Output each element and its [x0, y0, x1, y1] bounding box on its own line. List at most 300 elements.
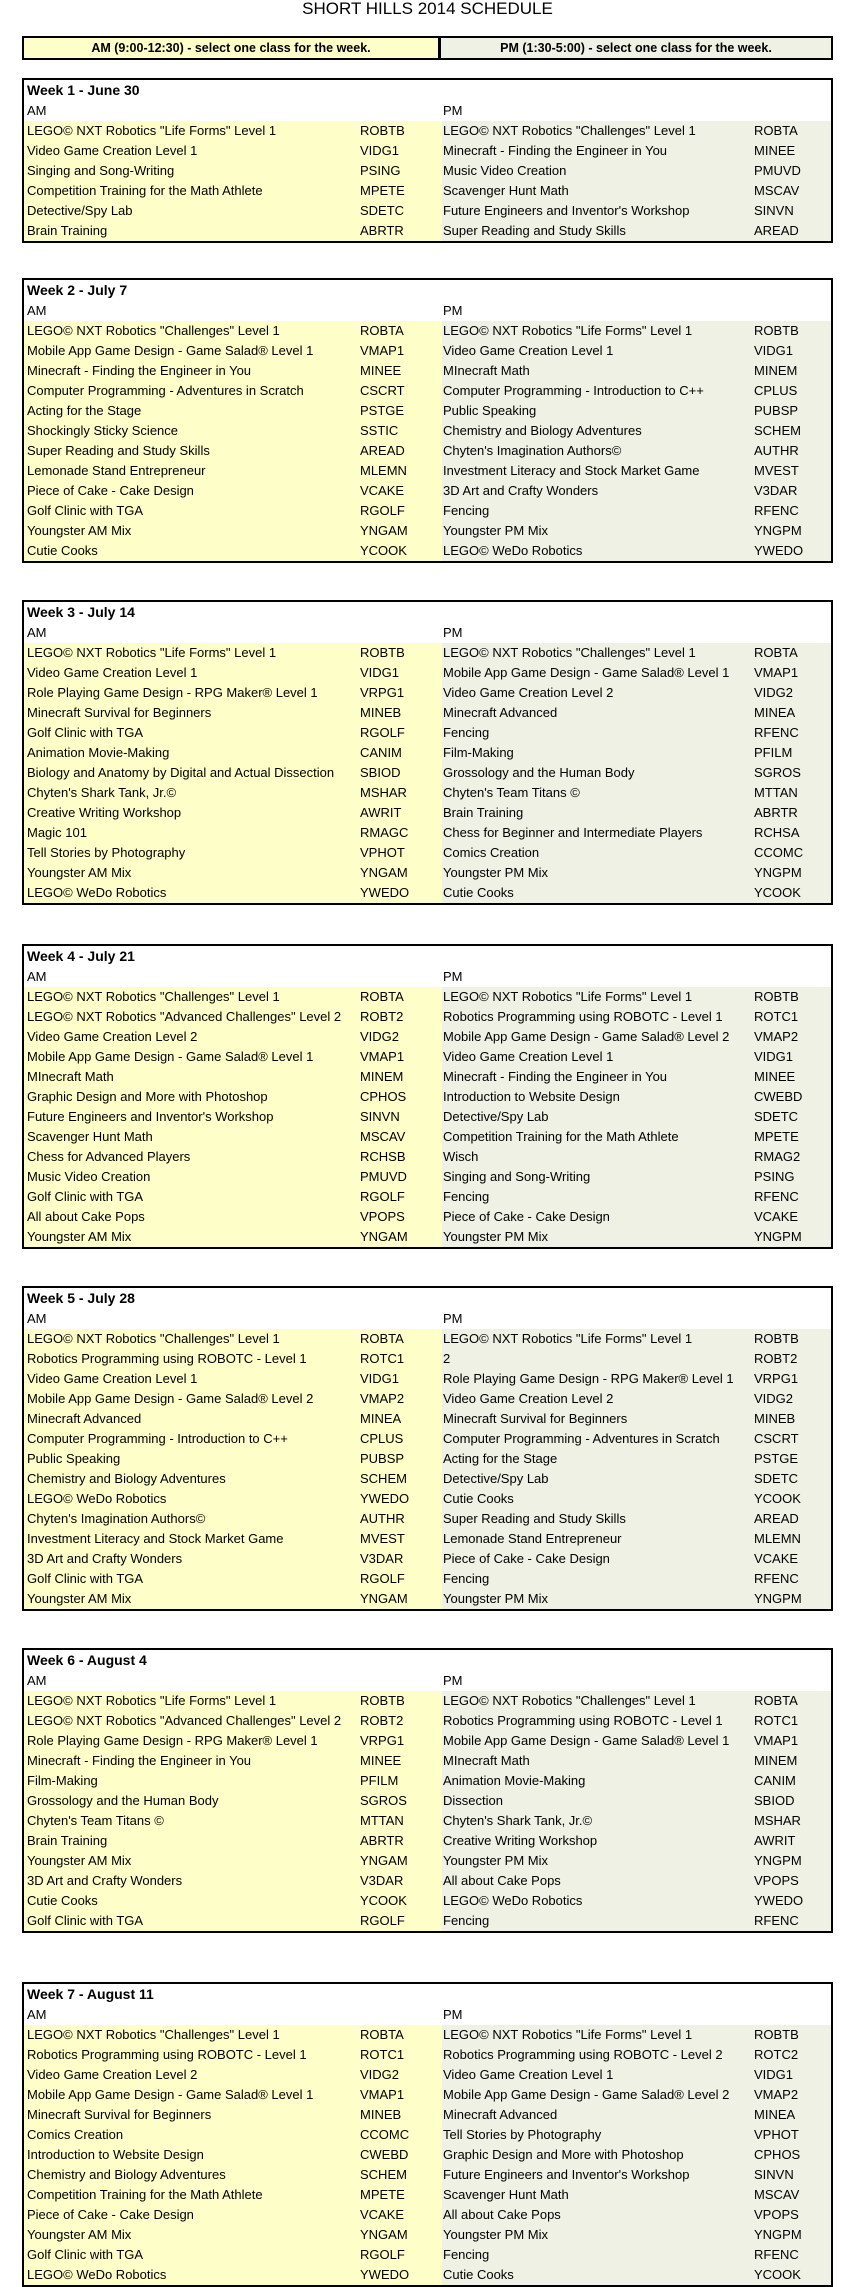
am-class-code: AUTHR [360, 1511, 405, 1526]
am-class-name: MInecraft Math [27, 1069, 114, 1084]
am-class-code: CSCRT [360, 383, 405, 398]
am-class-name: Film-Making [27, 1773, 98, 1788]
pm-class-code: PSING [754, 1169, 795, 1184]
pm-class-code: VIDG2 [754, 685, 794, 700]
class-row [24, 341, 831, 361]
am-class-name: Brain Training [27, 223, 108, 238]
class-row [24, 823, 831, 843]
pm-class-name: Youngster PM Mix [443, 2227, 549, 2242]
pm-label: PM [443, 1673, 463, 1688]
am-class-code: CPHOS [360, 1089, 407, 1104]
class-row [24, 2185, 831, 2205]
pm-class-code: SBIOD [754, 1793, 795, 1808]
week-block [22, 600, 833, 905]
pm-class-code: VPOPS [754, 1873, 799, 1888]
pm-class-code: MSCAV [754, 183, 800, 198]
pm-class-name: Creative Writing Workshop [443, 1833, 598, 1848]
am-class-code: PFILM [360, 1773, 399, 1788]
am-class-name: Video Game Creation Level 1 [27, 1371, 198, 1386]
am-class-code: VIDG1 [360, 1371, 400, 1386]
am-session-header: AM (9:00-12:30) - select one class for the week. [22, 36, 440, 60]
pm-class-code: ROBTA [754, 645, 798, 660]
pm-class-code: PUBSP [754, 403, 799, 418]
pm-class-name: Music Video Creation [443, 163, 567, 178]
pm-class-code: RFENC [754, 2247, 799, 2262]
pm-class-name: Chyten's Team Titans © [443, 785, 580, 800]
am-class-name: Cutie Cooks [27, 543, 98, 558]
am-class-name: Piece of Cake - Cake Design [27, 483, 194, 498]
am-class-name: 3D Art and Crafty Wonders [27, 1551, 183, 1566]
am-label: AM [27, 969, 47, 984]
pm-class-name: Public Speaking [443, 403, 537, 418]
pm-class-name: Fencing [443, 725, 490, 740]
am-class-code: YNGAM [360, 1591, 408, 1606]
pm-label: PM [443, 2007, 463, 2022]
pm-class-code: YCOOK [754, 1491, 801, 1506]
class-row [24, 1771, 831, 1791]
pm-class-name: LEGO© NXT Robotics "Life Forms" Level 1 [443, 989, 693, 1004]
am-class-name: Shockingly Sticky Science [27, 423, 179, 438]
pm-class-code: CWEBD [754, 1089, 803, 1104]
class-row [24, 643, 831, 663]
pm-class-code: ROBTB [754, 989, 799, 1004]
class-row [24, 1589, 831, 1609]
am-class-name: Scavenger Hunt Math [27, 1129, 153, 1144]
pm-class-code: ROBTA [754, 1693, 798, 1708]
pm-class-code: RFENC [754, 1189, 799, 1204]
pm-class-code: VPOPS [754, 2207, 799, 2222]
class-row [24, 1187, 831, 1207]
am-class-code: CANIM [360, 745, 402, 760]
week-block [22, 1648, 833, 1933]
am-class-name: Public Speaking [27, 1451, 121, 1466]
pm-class-name: LEGO© NXT Robotics "Life Forms" Level 1 [443, 1331, 693, 1346]
am-class-code: SINVN [360, 1109, 400, 1124]
session-labels [24, 967, 831, 987]
am-class-code: VIDG1 [360, 143, 400, 158]
class-row [24, 1207, 831, 1227]
class-row [24, 1811, 831, 1831]
pm-class-name: Fencing [443, 1913, 490, 1928]
am-class-code: VPOPS [360, 1209, 405, 1224]
am-class-code: MINEB [360, 705, 402, 720]
am-class-name: Role Playing Game Design - RPG Maker® Level 1 [27, 685, 318, 700]
class-row [24, 2245, 831, 2265]
class-row [24, 1711, 831, 1731]
am-class-name: Chyten's Shark Tank, Jr.© [27, 785, 177, 800]
am-class-name: Comics Creation [27, 2127, 124, 2142]
pm-class-name: Video Game Creation Level 1 [443, 343, 614, 358]
class-row [24, 1549, 831, 1569]
pm-class-code: RFENC [754, 1913, 799, 1928]
pm-class-name: Lemonade Stand Entrepreneur [443, 1531, 622, 1546]
class-row [24, 1831, 831, 1851]
am-label: AM [27, 303, 47, 318]
pm-class-name: LEGO© NXT Robotics "Challenges" Level 1 [443, 123, 696, 138]
page-title: SHORT HILLS 2014 SCHEDULE [302, 0, 553, 18]
am-class-name: LEGO© NXT Robotics "Life Forms" Level 1 [27, 645, 277, 660]
pm-class-code: YNGPM [754, 1853, 802, 1868]
class-row [24, 2205, 831, 2225]
week-title: Week 7 - August 11 [27, 1986, 154, 2002]
pm-class-name: Fencing [443, 2247, 490, 2262]
pm-class-name: Scavenger Hunt Math [443, 2187, 569, 2202]
pm-class-code: YNGPM [754, 865, 802, 880]
pm-class-code: SCHEM [754, 423, 801, 438]
am-class-code: VRPG1 [360, 1733, 405, 1748]
pm-class-name: LEGO© NXT Robotics "Challenges" Level 1 [443, 1693, 696, 1708]
pm-class-name: Scavenger Hunt Math [443, 183, 569, 198]
am-class-code: SDETC [360, 203, 405, 218]
pm-class-code: RFENC [754, 503, 799, 518]
pm-class-code: PSTGE [754, 1451, 799, 1466]
pm-class-code: YNGPM [754, 2227, 802, 2242]
am-class-code: ROBTA [360, 1331, 404, 1346]
class-row [24, 1489, 831, 1509]
pm-class-code: MSHAR [754, 1813, 801, 1828]
week-title: Week 1 - June 30 [27, 82, 140, 98]
am-class-code: VMAP1 [360, 343, 405, 358]
am-class-code: MINEM [360, 1069, 404, 1084]
pm-class-code: MPETE [754, 1129, 799, 1144]
am-class-code: ROBT2 [360, 1713, 404, 1728]
pm-class-name: All about Cake Pops [443, 1873, 561, 1888]
am-class-code: MINEE [360, 1753, 402, 1768]
pm-class-code: VIDG1 [754, 1049, 794, 1064]
pm-class-code: MLEMN [754, 1531, 801, 1546]
pm-session-header: PM (1:30-5:00) - select one class for the week. [440, 36, 833, 60]
pm-class-code: VMAP1 [754, 1733, 799, 1748]
week-title: Week 3 - July 14 [27, 604, 135, 620]
pm-class-name: Youngster PM Mix [443, 1591, 549, 1606]
am-class-name: Minecraft - Finding the Engineer in You [27, 363, 252, 378]
am-label: AM [27, 1673, 47, 1688]
pm-class-code: VCAKE [754, 1209, 799, 1224]
class-row [24, 1167, 831, 1187]
am-class-code: YNGAM [360, 523, 408, 538]
pm-class-code: CCOMC [754, 845, 804, 860]
class-row [24, 141, 831, 161]
class-row [24, 441, 831, 461]
class-row [24, 481, 831, 501]
am-class-name: Youngster AM Mix [27, 865, 132, 880]
am-class-name: Minecraft Advanced [27, 1411, 142, 1426]
pm-class-name: Robotics Programming using ROBOTC - Level 1 [443, 1713, 723, 1728]
pm-label: PM [443, 1311, 463, 1326]
pm-class-code: RCHSA [754, 825, 800, 840]
class-row [24, 1529, 831, 1549]
pm-class-code: ROBT2 [754, 1351, 798, 1366]
class-row [24, 703, 831, 723]
am-class-code: CPLUS [360, 1431, 404, 1446]
class-row [24, 1509, 831, 1529]
am-class-name: Mobile App Game Design - Game Salad® Level 1 [27, 343, 314, 358]
pm-class-name: Cutie Cooks [443, 885, 514, 900]
am-class-name: Video Game Creation Level 2 [27, 1029, 198, 1044]
am-class-name: Robotics Programming using ROBOTC - Level 1 [27, 2047, 307, 2062]
pm-class-code: PFILM [754, 745, 793, 760]
am-class-name: Piece of Cake - Cake Design [27, 2207, 194, 2222]
am-class-code: AREAD [360, 443, 405, 458]
pm-class-code: VIDG1 [754, 2067, 794, 2082]
class-row [24, 1409, 831, 1429]
am-class-name: Biology and Anatomy by Digital and Actual Dissection [27, 765, 335, 780]
am-class-name: Super Reading and Study Skills [27, 443, 210, 458]
am-class-code: MTTAN [360, 1813, 404, 1828]
pm-class-name: LEGO© WeDo Robotics [443, 543, 583, 558]
class-row [24, 1731, 831, 1751]
am-class-code: VCAKE [360, 483, 405, 498]
pm-class-name: Mobile App Game Design - Game Salad® Level 1 [443, 665, 730, 680]
am-class-name: LEGO© WeDo Robotics [27, 1491, 167, 1506]
pm-class-name: Robotics Programming using ROBOTC - Level 2 [443, 2047, 723, 2062]
pm-class-code: VIDG1 [754, 343, 794, 358]
am-class-name: Computer Programming - Adventures in Scratch [27, 383, 304, 398]
am-class-name: Mobile App Game Design - Game Salad® Level 1 [27, 1049, 314, 1064]
pm-class-name: Youngster PM Mix [443, 1229, 549, 1244]
am-class-code: ROBTB [360, 645, 405, 660]
am-class-code: MINEE [360, 363, 402, 378]
am-class-code: MPETE [360, 183, 405, 198]
am-class-code: V3DAR [360, 1551, 404, 1566]
am-class-name: Computer Programming - Introduction to C++ [27, 1431, 288, 1446]
am-class-code: RGOLF [360, 725, 405, 740]
am-class-code: YNGAM [360, 2227, 408, 2242]
pm-class-code: CPHOS [754, 2147, 801, 2162]
class-row [24, 361, 831, 381]
am-class-code: PSING [360, 163, 401, 178]
pm-class-code: AREAD [754, 223, 799, 238]
session-labels [24, 301, 831, 321]
pm-class-name: Minecraft - Finding the Engineer in You [443, 1069, 668, 1084]
pm-class-code: ROBTA [754, 123, 798, 138]
pm-class-code: RFENC [754, 725, 799, 740]
pm-class-name: Future Engineers and Inventor's Workshop [443, 2167, 690, 2182]
pm-class-code: AREAD [754, 1511, 799, 1526]
pm-class-code: VMAP2 [754, 1029, 799, 1044]
pm-class-name: Wisch [443, 1149, 479, 1164]
pm-class-code: VMAP2 [754, 2087, 799, 2102]
class-row [24, 2045, 831, 2065]
class-row [24, 1751, 831, 1771]
pm-class-code: CANIM [754, 1773, 796, 1788]
class-row [24, 541, 831, 561]
class-row [24, 2225, 831, 2245]
am-class-code: VPHOT [360, 845, 405, 860]
am-class-name: Music Video Creation [27, 1169, 151, 1184]
am-class-name: Robotics Programming using ROBOTC - Level 1 [27, 1351, 307, 1366]
pm-class-name: Chyten's Shark Tank, Jr.© [443, 1813, 593, 1828]
am-class-code: VCAKE [360, 2207, 405, 2222]
pm-class-code: MINEM [754, 363, 798, 378]
am-class-name: Minecraft Survival for Beginners [27, 2107, 212, 2122]
class-row [24, 1891, 831, 1911]
am-class-code: ROBTA [360, 2027, 404, 2042]
session-labels [24, 1671, 831, 1691]
pm-class-code: SINVN [754, 203, 794, 218]
pm-class-name: MInecraft Math [443, 363, 530, 378]
am-class-name: Video Game Creation Level 1 [27, 143, 198, 158]
am-class-code: RGOLF [360, 1189, 405, 1204]
class-row [24, 201, 831, 221]
am-class-name: LEGO© NXT Robotics "Challenges" Level 1 [27, 2027, 280, 2042]
am-class-code: ROBT2 [360, 1009, 404, 1024]
class-row [24, 1087, 831, 1107]
pm-class-name: All about Cake Pops [443, 2207, 561, 2222]
pm-class-name: Dissection [443, 1793, 503, 1808]
class-row [24, 743, 831, 763]
week-title: Week 2 - July 7 [27, 282, 128, 298]
am-class-code: VMAP1 [360, 1049, 405, 1064]
pm-class-name: Tell Stories by Photography [443, 2127, 602, 2142]
pm-class-name: LEGO© NXT Robotics "Life Forms" Level 1 [443, 323, 693, 338]
pm-class-name: Video Game Creation Level 1 [443, 1049, 614, 1064]
class-row [24, 161, 831, 181]
am-class-code: MSHAR [360, 785, 407, 800]
pm-class-name: Youngster PM Mix [443, 865, 549, 880]
pm-class-code: CSCRT [754, 1431, 799, 1446]
pm-class-name: Brain Training [443, 805, 524, 820]
am-class-code: VRPG1 [360, 685, 405, 700]
pm-class-name: Youngster PM Mix [443, 1853, 549, 1868]
am-class-name: Lemonade Stand Entrepreneur [27, 463, 206, 478]
pm-class-name: Computer Programming - Introduction to C++ [443, 383, 704, 398]
pm-class-name: Grossology and the Human Body [443, 765, 635, 780]
pm-class-code: VIDG2 [754, 1391, 794, 1406]
pm-class-name: LEGO© NXT Robotics "Life Forms" Level 1 [443, 2027, 693, 2042]
am-class-code: VMAP1 [360, 2087, 405, 2102]
am-class-code: VMAP2 [360, 1391, 405, 1406]
class-row [24, 501, 831, 521]
am-label: AM [27, 1311, 47, 1326]
am-class-code: MSCAV [360, 1129, 406, 1144]
class-row [24, 1469, 831, 1489]
class-row [24, 1429, 831, 1449]
am-class-code: RMAGC [360, 825, 409, 840]
week-block [22, 944, 833, 1249]
week-block [22, 278, 833, 563]
am-class-name: Mobile App Game Design - Game Salad® Level 1 [27, 2087, 314, 2102]
am-class-name: Acting for the Stage [27, 403, 142, 418]
pm-class-name: Mobile App Game Design - Game Salad® Level 2 [443, 2087, 730, 2102]
pm-class-code: AUTHR [754, 443, 799, 458]
pm-class-name: Fencing [443, 1189, 490, 1204]
pm-class-code: YWEDO [754, 543, 804, 558]
am-class-name: Tell Stories by Photography [27, 845, 186, 860]
am-class-name: LEGO© NXT Robotics "Advanced Challenges" Level 2 [27, 1009, 342, 1024]
pm-class-name: Competition Training for the Math Athlete [443, 1129, 679, 1144]
am-class-name: Youngster AM Mix [27, 2227, 132, 2242]
class-row [24, 663, 831, 683]
am-class-code: PMUVD [360, 1169, 407, 1184]
class-row [24, 2025, 831, 2045]
pm-class-code: MINEE [754, 143, 796, 158]
pm-class-name: Super Reading and Study Skills [443, 1511, 626, 1526]
pm-class-name: Introduction to Website Design [443, 1089, 620, 1104]
am-class-name: Mobile App Game Design - Game Salad® Level 2 [27, 1391, 314, 1406]
am-class-code: ROTC1 [360, 2047, 405, 2062]
class-row [24, 381, 831, 401]
am-class-name: Chemistry and Biology Adventures [27, 2167, 226, 2182]
am-label: AM [27, 2007, 47, 2022]
class-row [24, 803, 831, 823]
session-labels [24, 101, 831, 121]
am-class-name: Role Playing Game Design - RPG Maker® Level 1 [27, 1733, 318, 1748]
pm-label: PM [443, 303, 463, 318]
am-class-name: Video Game Creation Level 1 [27, 665, 198, 680]
pm-class-code: CPLUS [754, 383, 798, 398]
class-row [24, 987, 831, 1007]
am-class-name: Chyten's Team Titans © [27, 1813, 164, 1828]
class-row [24, 843, 831, 863]
am-class-name: LEGO© NXT Robotics "Challenges" Level 1 [27, 1331, 280, 1346]
am-class-name: Magic 101 [27, 825, 87, 840]
class-row [24, 1691, 831, 1711]
pm-class-name: Cutie Cooks [443, 1491, 514, 1506]
am-class-name: LEGO© NXT Robotics "Challenges" Level 1 [27, 989, 280, 1004]
am-class-name: Minecraft - Finding the Engineer in You [27, 1753, 252, 1768]
pm-class-code: ROTC1 [754, 1009, 799, 1024]
pm-class-name: Minecraft - Finding the Engineer in You [443, 143, 668, 158]
class-row [24, 2085, 831, 2105]
pm-class-name: 2 [443, 1351, 451, 1366]
pm-class-code: YCOOK [754, 885, 801, 900]
pm-class-code: MTTAN [754, 785, 798, 800]
am-class-name: Golf Clinic with TGA [27, 2247, 144, 2262]
class-row [24, 1911, 831, 1931]
am-class-name: 3D Art and Crafty Wonders [27, 1873, 183, 1888]
pm-class-name: Fencing [443, 1571, 490, 1586]
pm-class-name: Singing and Song-Writing [443, 1169, 591, 1184]
am-class-code: YWEDO [360, 1491, 410, 1506]
pm-class-code: RFENC [754, 1571, 799, 1586]
am-class-code: PUBSP [360, 1451, 405, 1466]
pm-class-code: MINEM [754, 1753, 798, 1768]
am-class-name: Singing and Song-Writing [27, 163, 175, 178]
class-row [24, 1369, 831, 1389]
pm-class-name: Chyten's Imagination Authors© [443, 443, 622, 458]
session-labels [24, 2005, 831, 2025]
am-class-name: Competition Training for the Math Athlete [27, 183, 263, 198]
class-row [24, 2145, 831, 2165]
class-row [24, 1329, 831, 1349]
pm-class-name: MInecraft Math [443, 1753, 530, 1768]
am-class-code: SCHEM [360, 1471, 407, 1486]
pm-class-code: RMAG2 [754, 1149, 801, 1164]
am-class-name: Video Game Creation Level 2 [27, 2067, 198, 2082]
class-row [24, 1389, 831, 1409]
class-row [24, 1147, 831, 1167]
class-row [24, 1791, 831, 1811]
pm-class-name: Cutie Cooks [443, 2267, 514, 2282]
pm-class-name: Future Engineers and Inventor's Workshop [443, 203, 690, 218]
pm-class-code: VCAKE [754, 1551, 799, 1566]
class-row [24, 321, 831, 341]
am-class-name: Animation Movie-Making [27, 745, 170, 760]
pm-class-name: Minecraft Survival for Beginners [443, 1411, 628, 1426]
pm-class-name: Fencing [443, 503, 490, 518]
pm-label: PM [443, 625, 463, 640]
am-class-name: Youngster AM Mix [27, 1853, 132, 1868]
class-row [24, 723, 831, 743]
am-class-code: VIDG2 [360, 2067, 400, 2082]
pm-class-name: Piece of Cake - Cake Design [443, 1551, 610, 1566]
am-class-name: Chemistry and Biology Adventures [27, 1471, 226, 1486]
pm-class-name: 3D Art and Crafty Wonders [443, 483, 599, 498]
am-class-code: YWEDO [360, 885, 410, 900]
pm-class-name: Youngster PM Mix [443, 523, 549, 538]
week-title: Week 6 - August 4 [27, 1652, 147, 1668]
